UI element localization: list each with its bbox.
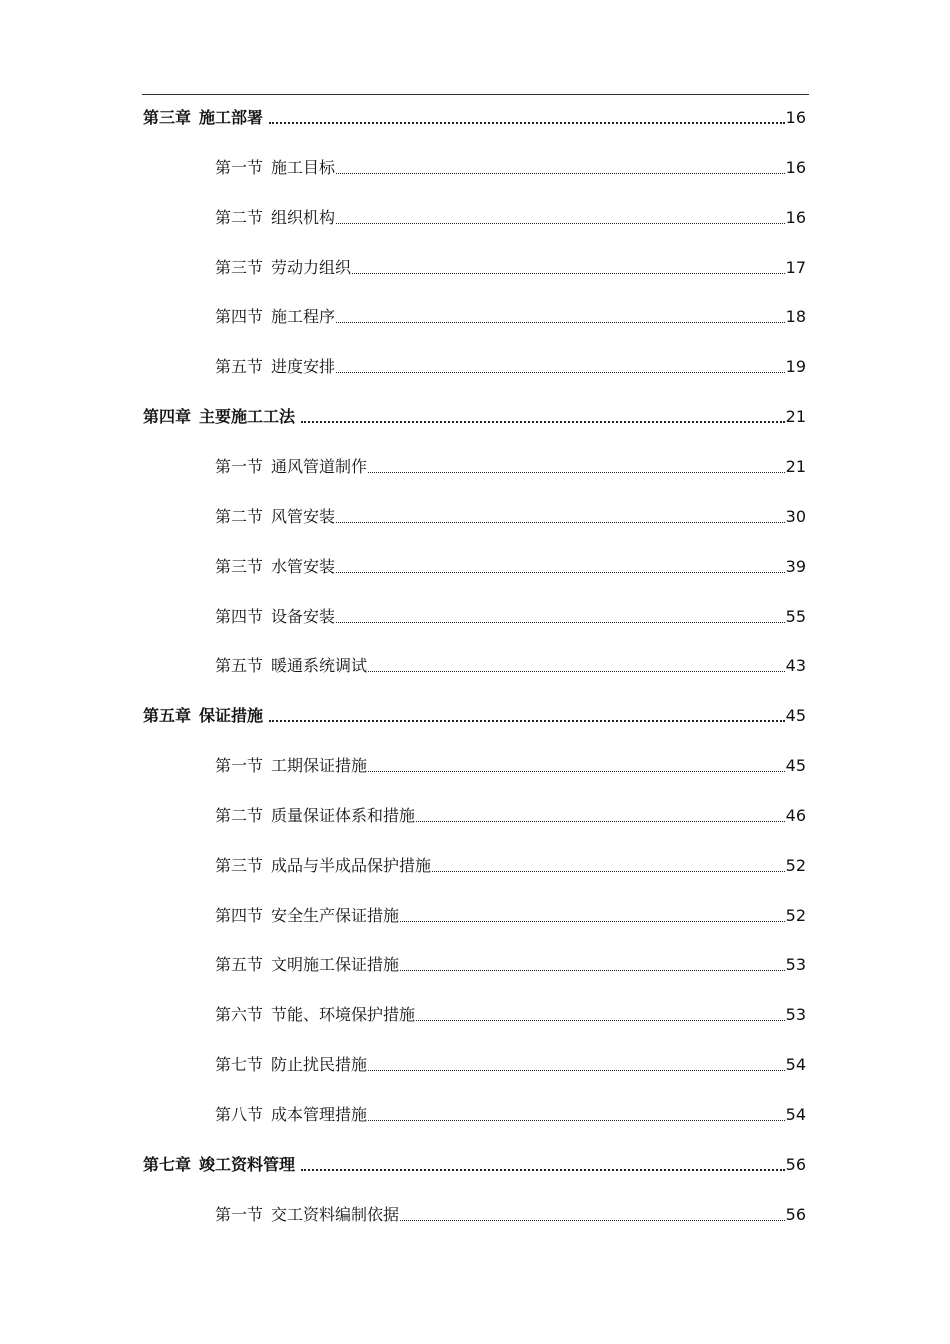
toc-entry-number: 第五节 bbox=[215, 955, 264, 974]
toc-entry-page-number: 55 bbox=[785, 607, 806, 626]
toc-entry-page-number: 45 bbox=[785, 706, 806, 725]
toc-entry-number: 第四节 bbox=[215, 307, 264, 326]
toc-dot-leader bbox=[368, 671, 785, 672]
toc-entry-page-number: 56 bbox=[785, 1155, 806, 1174]
toc-section-entry[interactable] bbox=[215, 804, 806, 828]
toc-section-entry[interactable] bbox=[215, 953, 806, 977]
toc-dot-leader bbox=[301, 421, 785, 423]
toc-chapter-entry[interactable] bbox=[143, 106, 806, 130]
toc-dot-leader bbox=[269, 720, 785, 722]
toc-entry-title: 劳动力组织 bbox=[271, 258, 352, 277]
toc-section-entry[interactable] bbox=[215, 505, 806, 529]
toc-entry-number: 第七节 bbox=[215, 1055, 264, 1074]
toc-entry-title: 施工程序 bbox=[271, 307, 336, 326]
toc-entry-number: 第一节 bbox=[215, 158, 264, 177]
toc-entry-page-number: 16 bbox=[785, 158, 806, 177]
toc-section-entry[interactable] bbox=[215, 1003, 806, 1027]
toc-entry-title: 节能、环境保护措施 bbox=[271, 1005, 416, 1024]
toc-section-entry[interactable] bbox=[215, 305, 806, 329]
toc-entry-title: 暖通系统调试 bbox=[271, 656, 368, 675]
toc-entry-title: 通风管道制作 bbox=[271, 457, 368, 476]
toc-entry-title: 防止扰民措施 bbox=[271, 1055, 368, 1074]
toc-entry-title: 交工资料编制依据 bbox=[271, 1205, 400, 1224]
header-rule bbox=[142, 94, 809, 95]
toc-section-entry[interactable] bbox=[215, 654, 806, 678]
toc-entry-page-number: 53 bbox=[785, 1005, 806, 1024]
toc-entry-page-number: 52 bbox=[785, 856, 806, 875]
toc-dot-leader bbox=[352, 273, 785, 274]
toc-entry-page-number: 21 bbox=[785, 407, 806, 426]
toc-dot-leader bbox=[336, 522, 785, 523]
toc-entry-title: 竣工资料管理 bbox=[199, 1155, 296, 1174]
toc-entry-title: 风管安装 bbox=[271, 507, 336, 526]
toc-section-entry[interactable] bbox=[215, 1203, 806, 1227]
toc-entry-title: 成本管理措施 bbox=[271, 1105, 368, 1124]
toc-dot-leader bbox=[400, 970, 785, 971]
toc-entry-page-number: 30 bbox=[785, 507, 806, 526]
toc-entry-page-number: 56 bbox=[785, 1205, 806, 1224]
toc-entry-page-number: 46 bbox=[785, 806, 806, 825]
toc-entry-number: 第一节 bbox=[215, 1205, 264, 1224]
toc-section-entry[interactable] bbox=[215, 206, 806, 230]
toc-dot-leader bbox=[416, 821, 785, 822]
toc-dot-leader bbox=[400, 921, 785, 922]
toc-entry-page-number: 16 bbox=[785, 208, 806, 227]
toc-entry-title: 保证措施 bbox=[199, 706, 264, 725]
toc-section-entry[interactable] bbox=[215, 256, 806, 280]
toc-entry-number: 第三节 bbox=[215, 856, 264, 875]
toc-entry-title: 工期保证措施 bbox=[271, 756, 368, 775]
toc-dot-leader bbox=[336, 572, 785, 573]
toc-dot-leader bbox=[368, 771, 785, 772]
toc-entry-title: 安全生产保证措施 bbox=[271, 906, 400, 925]
toc-dot-leader bbox=[336, 173, 785, 174]
toc-dot-leader bbox=[336, 322, 785, 323]
toc-entry-title: 组织机构 bbox=[271, 208, 336, 227]
toc-entry-title: 水管安装 bbox=[271, 557, 336, 576]
toc-entry-title: 文明施工保证措施 bbox=[271, 955, 400, 974]
toc-dot-leader bbox=[336, 372, 785, 373]
toc-dot-leader bbox=[400, 1220, 785, 1221]
toc-dot-leader bbox=[368, 1070, 785, 1071]
toc-entry-page-number: 39 bbox=[785, 557, 806, 576]
toc-dot-leader bbox=[368, 1120, 785, 1121]
toc-entry-number: 第四章 bbox=[143, 407, 192, 426]
toc-entry-page-number: 18 bbox=[785, 307, 806, 326]
toc-dot-leader bbox=[269, 122, 785, 124]
toc-dot-leader bbox=[432, 871, 785, 872]
toc-section-entry[interactable] bbox=[215, 555, 806, 579]
toc-entry-number: 第一节 bbox=[215, 457, 264, 476]
toc-entry-number: 第六节 bbox=[215, 1005, 264, 1024]
toc-entry-page-number: 43 bbox=[785, 656, 806, 675]
toc-section-entry[interactable] bbox=[215, 156, 806, 180]
toc-entry-number: 第四节 bbox=[215, 906, 264, 925]
toc-entry-number: 第五章 bbox=[143, 706, 192, 725]
toc-entry-page-number: 19 bbox=[785, 357, 806, 376]
toc-entry-title: 成品与半成品保护措施 bbox=[271, 856, 432, 875]
toc-entry-page-number: 45 bbox=[785, 756, 806, 775]
toc-entry-title: 施工目标 bbox=[271, 158, 336, 177]
toc-dot-leader bbox=[416, 1020, 785, 1021]
toc-entry-page-number: 54 bbox=[785, 1055, 806, 1074]
toc-entry-number: 第一节 bbox=[215, 756, 264, 775]
toc-entry-page-number: 16 bbox=[785, 108, 806, 127]
toc-entry-page-number: 54 bbox=[785, 1105, 806, 1124]
toc-section-entry[interactable] bbox=[215, 455, 806, 479]
toc-entry-page-number: 53 bbox=[785, 955, 806, 974]
toc-entry-number: 第八节 bbox=[215, 1105, 264, 1124]
toc-dot-leader bbox=[368, 472, 785, 473]
toc-section-entry[interactable] bbox=[215, 904, 806, 928]
toc-entry-title: 设备安装 bbox=[271, 607, 336, 626]
toc-entry-number: 第二节 bbox=[215, 208, 264, 227]
toc-entry-page-number: 17 bbox=[785, 258, 806, 277]
toc-entry-title: 主要施工工法 bbox=[199, 407, 296, 426]
toc-entry-title: 质量保证体系和措施 bbox=[271, 806, 416, 825]
toc-entry-number: 第三章 bbox=[143, 108, 192, 127]
toc-section-entry[interactable] bbox=[215, 1103, 806, 1127]
toc-section-entry[interactable] bbox=[215, 754, 806, 778]
toc-chapter-entry[interactable] bbox=[143, 704, 806, 728]
toc-entry-title: 进度安排 bbox=[271, 357, 336, 376]
toc-entry-number: 第三节 bbox=[215, 557, 264, 576]
toc-entry-number: 第七章 bbox=[143, 1155, 192, 1174]
toc-entry-number: 第二节 bbox=[215, 806, 264, 825]
toc-dot-leader bbox=[336, 223, 785, 224]
toc-entry-page-number: 52 bbox=[785, 906, 806, 925]
toc-entry-page-number: 21 bbox=[785, 457, 806, 476]
toc-entry-title: 施工部署 bbox=[199, 108, 264, 127]
toc-section-entry[interactable] bbox=[215, 1053, 806, 1077]
toc-entry-number: 第五节 bbox=[215, 357, 264, 376]
toc-chapter-entry[interactable] bbox=[143, 405, 806, 429]
toc-entry-number: 第四节 bbox=[215, 607, 264, 626]
toc-chapter-entry[interactable] bbox=[143, 1153, 806, 1177]
toc-dot-leader bbox=[336, 622, 785, 623]
toc-section-entry[interactable] bbox=[215, 355, 806, 379]
toc-entry-number: 第三节 bbox=[215, 258, 264, 277]
toc-dot-leader bbox=[301, 1169, 785, 1171]
toc-entry-number: 第二节 bbox=[215, 507, 264, 526]
toc-section-entry[interactable] bbox=[215, 854, 806, 878]
toc-section-entry[interactable] bbox=[215, 605, 806, 629]
toc-entry-number: 第五节 bbox=[215, 656, 264, 675]
